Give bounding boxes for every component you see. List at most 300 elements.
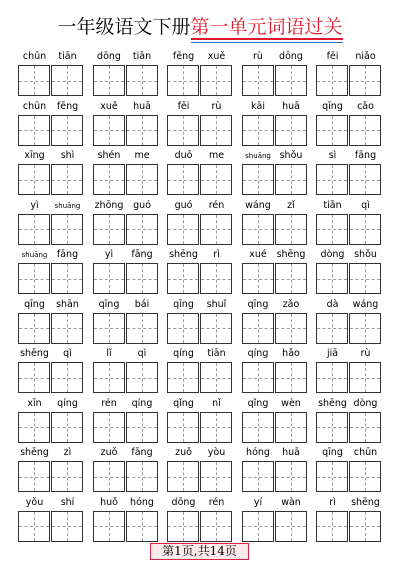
pinyin-label: fāng bbox=[131, 447, 153, 458]
box-guide-horizontal bbox=[317, 477, 347, 478]
word-row bbox=[18, 49, 382, 96]
box-guide-horizontal bbox=[243, 81, 273, 82]
box-guide-horizontal bbox=[52, 328, 82, 329]
pinyin-label: chūn bbox=[353, 447, 378, 458]
box-guide-horizontal bbox=[94, 427, 124, 428]
word-cell bbox=[316, 49, 382, 96]
tianzige-writing-box[interactable] bbox=[51, 164, 83, 195]
word-cell bbox=[18, 247, 84, 294]
tianzige-writing-box[interactable] bbox=[275, 263, 307, 294]
pinyin-label: shēng bbox=[318, 397, 347, 409]
tianzige-writing-box[interactable] bbox=[316, 511, 348, 542]
box-guide-horizontal bbox=[94, 180, 124, 181]
pinyin-label: qì bbox=[137, 348, 147, 359]
box-guide-horizontal bbox=[276, 279, 306, 280]
tianzige-writing-box[interactable] bbox=[51, 263, 83, 294]
pinyin-label: lǐ bbox=[106, 348, 112, 359]
word-cell bbox=[18, 148, 84, 195]
box-guide-horizontal bbox=[201, 378, 231, 379]
box-guide-horizontal bbox=[19, 180, 49, 181]
word-cell bbox=[18, 396, 84, 443]
tianzige-writing-box[interactable] bbox=[349, 65, 381, 96]
tianzige-writing-box[interactable] bbox=[316, 362, 348, 393]
word-cell bbox=[167, 297, 233, 344]
tianzige-writing-box[interactable] bbox=[349, 412, 381, 443]
tianzige-writing-box[interactable] bbox=[242, 412, 274, 443]
pinyin-label: xīng bbox=[24, 150, 45, 161]
word-cell bbox=[242, 148, 308, 195]
tianzige-writing-box[interactable] bbox=[242, 362, 274, 393]
box-guide-horizontal bbox=[243, 477, 273, 478]
tianzige-writing-box[interactable] bbox=[200, 313, 232, 344]
pinyin-label: dòng bbox=[320, 249, 345, 260]
pinyin-label: shǒu bbox=[279, 150, 303, 161]
pinyin-label: tiān bbox=[132, 51, 152, 62]
box-guide-horizontal bbox=[52, 378, 82, 379]
tianzige-writing-box[interactable] bbox=[275, 115, 307, 146]
tianzige-writing-box[interactable] bbox=[200, 65, 232, 96]
tianzige-writing-box[interactable] bbox=[167, 511, 199, 542]
box-guide-horizontal bbox=[19, 477, 49, 478]
tianzige-writing-box[interactable] bbox=[93, 263, 125, 294]
tianzige-writing-box[interactable] bbox=[18, 412, 50, 443]
pinyin-label: yì bbox=[30, 199, 39, 211]
box-guide-horizontal bbox=[350, 328, 380, 329]
word-cell bbox=[18, 495, 84, 542]
title-black-part: 一年级语文下册 bbox=[57, 16, 191, 38]
pinyin-label: qíng bbox=[247, 348, 269, 359]
tianzige-writing-box[interactable] bbox=[242, 313, 274, 344]
pinyin-label: dà bbox=[326, 298, 339, 310]
tianzige-writing-box[interactable] bbox=[200, 412, 232, 443]
box-guide-horizontal bbox=[19, 279, 49, 280]
box-guide-horizontal bbox=[201, 180, 231, 181]
tianzige-writing-box[interactable] bbox=[167, 65, 199, 96]
box-guide-horizontal bbox=[94, 279, 124, 280]
pinyin-label: zì bbox=[63, 447, 72, 458]
word-cell bbox=[316, 445, 382, 492]
pinyin-label: qīng bbox=[322, 447, 343, 458]
word-cell bbox=[93, 396, 159, 443]
pinyin-label: rì bbox=[213, 249, 220, 260]
tianzige-writing-box[interactable] bbox=[51, 313, 83, 344]
word-cell bbox=[242, 445, 308, 492]
box-guide-horizontal bbox=[201, 130, 231, 131]
box-guide-horizontal bbox=[317, 427, 347, 428]
tianzige-writing-box[interactable] bbox=[316, 214, 348, 245]
box-guide-horizontal bbox=[201, 526, 231, 527]
box-guide-horizontal bbox=[276, 477, 306, 478]
tianzige-writing-box[interactable] bbox=[126, 461, 158, 492]
box-guide-horizontal bbox=[350, 229, 380, 230]
tianzige-writing-box[interactable] bbox=[167, 164, 199, 195]
word-cell bbox=[93, 49, 159, 96]
pinyin-label: rù bbox=[360, 348, 371, 359]
tianzige-writing-box[interactable] bbox=[126, 511, 158, 542]
pinyin-label: hóng bbox=[130, 496, 154, 508]
word-cell bbox=[167, 198, 233, 245]
title-red-text: 第一单元词语过关 bbox=[190, 16, 343, 38]
pinyin-label: bái bbox=[134, 298, 150, 310]
pinyin-label: rì bbox=[329, 496, 336, 508]
tianzige-writing-box[interactable] bbox=[18, 362, 50, 393]
box-guide-horizontal bbox=[168, 229, 198, 230]
pinyin-label: fēng bbox=[56, 100, 79, 112]
pinyin-label: guó bbox=[174, 199, 193, 211]
pinyin-label: qǐng bbox=[247, 397, 269, 409]
word-cell bbox=[242, 495, 308, 542]
box-guide-horizontal bbox=[276, 180, 306, 181]
pinyin-label: yí bbox=[253, 496, 263, 508]
box-guide-horizontal bbox=[276, 81, 306, 82]
box-guide-horizontal bbox=[168, 279, 198, 280]
box-guide-horizontal bbox=[243, 328, 273, 329]
box-guide-horizontal bbox=[52, 180, 82, 181]
word-cell bbox=[93, 445, 159, 492]
tianzige-writing-box[interactable] bbox=[51, 511, 83, 542]
pinyin-label: qīng bbox=[322, 100, 343, 112]
tianzige-writing-box[interactable] bbox=[126, 164, 158, 195]
page-number-footer: 第1页,共14页 bbox=[150, 543, 249, 560]
tianzige-writing-box[interactable] bbox=[126, 362, 158, 393]
tianzige-writing-box[interactable] bbox=[126, 115, 158, 146]
box-guide-horizontal bbox=[127, 427, 157, 428]
box-guide-horizontal bbox=[317, 526, 347, 527]
title-red-part bbox=[191, 16, 343, 38]
pinyin-label: me bbox=[134, 150, 150, 161]
tianzige-writing-box[interactable] bbox=[18, 511, 50, 542]
tianzige-writing-box[interactable] bbox=[93, 412, 125, 443]
box-guide-horizontal bbox=[168, 427, 198, 428]
tianzige-writing-box[interactable] bbox=[349, 115, 381, 146]
word-cell bbox=[18, 99, 84, 146]
pinyin-label: xué bbox=[249, 249, 267, 260]
tianzige-writing-box[interactable] bbox=[126, 65, 158, 96]
box-guide-horizontal bbox=[276, 130, 306, 131]
box-guide-horizontal bbox=[127, 81, 157, 82]
box-guide-horizontal bbox=[168, 81, 198, 82]
pinyin-label: shì bbox=[60, 150, 75, 161]
box-guide-horizontal bbox=[19, 378, 49, 379]
tianzige-writing-box[interactable] bbox=[349, 313, 381, 344]
tianzige-writing-box[interactable] bbox=[242, 511, 274, 542]
tianzige-writing-box[interactable] bbox=[349, 461, 381, 492]
tianzige-writing-box[interactable] bbox=[51, 214, 83, 245]
pinyin-label: zuǒ bbox=[100, 447, 118, 458]
box-guide-horizontal bbox=[317, 130, 347, 131]
tianzige-writing-box[interactable] bbox=[275, 65, 307, 96]
box-guide-horizontal bbox=[127, 526, 157, 527]
word-cell bbox=[93, 99, 159, 146]
tianzige-writing-box[interactable] bbox=[18, 214, 50, 245]
pinyin-label: qíng bbox=[173, 348, 194, 359]
pinyin-label: shǒu bbox=[354, 249, 377, 260]
pinyin-label: rù bbox=[211, 100, 222, 112]
pinyin-label: cǎo bbox=[357, 100, 374, 112]
tianzige-writing-box[interactable] bbox=[51, 65, 83, 96]
tianzige-writing-box[interactable] bbox=[200, 115, 232, 146]
word-cell bbox=[316, 396, 382, 443]
tianzige-writing-box[interactable] bbox=[316, 115, 348, 146]
tianzige-writing-box[interactable] bbox=[18, 164, 50, 195]
pinyin-label: wèn bbox=[281, 397, 301, 409]
tianzige-writing-box[interactable] bbox=[51, 461, 83, 492]
tianzige-writing-box[interactable] bbox=[167, 214, 199, 245]
pinyin-label: shēng bbox=[20, 348, 49, 359]
pinyin-label: kāi bbox=[251, 100, 265, 112]
tianzige-writing-box[interactable] bbox=[18, 65, 50, 96]
pinyin-label: qíng bbox=[131, 397, 153, 409]
word-cell bbox=[316, 148, 382, 195]
box-guide-horizontal bbox=[168, 130, 198, 131]
page-title bbox=[0, 14, 400, 40]
tianzige-writing-box[interactable] bbox=[200, 362, 232, 393]
tianzige-writing-box[interactable] bbox=[167, 461, 199, 492]
box-guide-horizontal bbox=[94, 378, 124, 379]
word-cell bbox=[316, 297, 382, 344]
box-guide-horizontal bbox=[350, 427, 380, 428]
pinyin-label: qīng bbox=[24, 298, 45, 310]
tianzige-writing-box[interactable] bbox=[126, 263, 158, 294]
tianzige-writing-box[interactable] bbox=[242, 214, 274, 245]
box-guide-horizontal bbox=[201, 477, 231, 478]
tianzige-writing-box[interactable] bbox=[18, 263, 50, 294]
tianzige-writing-box[interactable] bbox=[167, 263, 199, 294]
box-guide-horizontal bbox=[127, 130, 157, 131]
tianzige-writing-box[interactable] bbox=[93, 511, 125, 542]
tianzige-writing-box[interactable] bbox=[349, 511, 381, 542]
word-cell bbox=[167, 396, 233, 443]
box-guide-horizontal bbox=[94, 229, 124, 230]
word-cell bbox=[93, 346, 159, 393]
box-guide-horizontal bbox=[201, 229, 231, 230]
tianzige-writing-box[interactable] bbox=[200, 511, 232, 542]
pinyin-label: qì bbox=[361, 199, 370, 211]
tianzige-writing-box[interactable] bbox=[242, 461, 274, 492]
box-guide-horizontal bbox=[127, 279, 157, 280]
pinyin-label: rén bbox=[208, 199, 225, 211]
box-guide-horizontal bbox=[168, 378, 198, 379]
word-cell bbox=[93, 247, 159, 294]
box-guide-horizontal bbox=[243, 180, 273, 181]
pinyin-label: rén bbox=[208, 496, 225, 508]
word-cell bbox=[167, 495, 233, 542]
box-guide-horizontal bbox=[317, 328, 347, 329]
box-guide-horizontal bbox=[19, 229, 49, 230]
tianzige-writing-box[interactable] bbox=[200, 214, 232, 245]
box-guide-horizontal bbox=[127, 180, 157, 181]
pinyin-label: fēi bbox=[177, 100, 190, 112]
word-row bbox=[18, 198, 382, 245]
pinyin-label: qīng bbox=[173, 298, 194, 310]
tianzige-writing-box[interactable] bbox=[126, 313, 158, 344]
box-guide-horizontal bbox=[317, 378, 347, 379]
box-guide-horizontal bbox=[350, 279, 380, 280]
box-guide-horizontal bbox=[52, 526, 82, 527]
tianzige-writing-box[interactable] bbox=[316, 263, 348, 294]
box-guide-horizontal bbox=[19, 130, 49, 131]
word-row bbox=[18, 346, 382, 393]
pinyin-label: qīng bbox=[98, 298, 120, 310]
tianzige-writing-box[interactable] bbox=[316, 164, 348, 195]
pinyin-label: shí bbox=[60, 496, 75, 508]
box-guide-horizontal bbox=[52, 279, 82, 280]
tianzige-writing-box[interactable] bbox=[93, 164, 125, 195]
pinyin-label: me bbox=[208, 150, 225, 161]
tianzige-writing-box[interactable] bbox=[93, 313, 125, 344]
tianzige-writing-box[interactable] bbox=[275, 461, 307, 492]
pinyin-label: hǎo bbox=[282, 348, 300, 359]
word-cell bbox=[316, 99, 382, 146]
tianzige-writing-box[interactable] bbox=[316, 412, 348, 443]
box-guide-horizontal bbox=[19, 328, 49, 329]
box-guide-horizontal bbox=[350, 378, 380, 379]
box-guide-horizontal bbox=[201, 328, 231, 329]
pinyin-label: yì bbox=[104, 249, 114, 260]
box-guide-horizontal bbox=[201, 279, 231, 280]
word-cell bbox=[242, 297, 308, 344]
tianzige-writing-box[interactable] bbox=[316, 461, 348, 492]
box-guide-horizontal bbox=[317, 279, 347, 280]
box-guide-horizontal bbox=[201, 427, 231, 428]
pinyin-label: dōng bbox=[171, 496, 196, 508]
tianzige-writing-box[interactable] bbox=[167, 412, 199, 443]
tianzige-writing-box[interactable] bbox=[242, 164, 274, 195]
word-cell bbox=[167, 346, 233, 393]
pinyin-label: shuāng bbox=[245, 152, 271, 160]
tianzige-writing-box[interactable] bbox=[275, 214, 307, 245]
word-cell bbox=[167, 247, 233, 294]
tianzige-writing-box[interactable] bbox=[200, 164, 232, 195]
pinyin-label: zhōng bbox=[94, 199, 124, 211]
word-row bbox=[18, 247, 382, 294]
box-guide-horizontal bbox=[243, 378, 273, 379]
tianzige-writing-box[interactable] bbox=[93, 115, 125, 146]
box-guide-horizontal bbox=[94, 81, 124, 82]
word-cell bbox=[167, 49, 233, 96]
word-cell bbox=[316, 495, 382, 542]
tianzige-writing-box[interactable] bbox=[18, 461, 50, 492]
word-cell bbox=[242, 396, 308, 443]
tianzige-writing-box[interactable] bbox=[242, 263, 274, 294]
tianzige-writing-box[interactable] bbox=[93, 362, 125, 393]
pinyin-label: yòu bbox=[207, 447, 226, 458]
tianzige-writing-box[interactable] bbox=[275, 164, 307, 195]
tianzige-writing-box[interactable] bbox=[126, 412, 158, 443]
pinyin-label: shuāng bbox=[54, 201, 81, 210]
pinyin-label: shén bbox=[97, 150, 121, 161]
word-row bbox=[18, 396, 382, 443]
tianzige-writing-box[interactable] bbox=[51, 362, 83, 393]
word-cell bbox=[242, 49, 308, 96]
tianzige-writing-box[interactable] bbox=[18, 115, 50, 146]
box-guide-horizontal bbox=[168, 328, 198, 329]
tianzige-writing-box[interactable] bbox=[200, 263, 232, 294]
word-cell bbox=[93, 148, 159, 195]
tianzige-writing-box[interactable] bbox=[316, 313, 348, 344]
box-guide-horizontal bbox=[52, 130, 82, 131]
pinyin-label: niǎo bbox=[355, 51, 376, 62]
word-cell bbox=[242, 198, 308, 245]
box-guide-horizontal bbox=[168, 180, 198, 181]
tianzige-writing-box[interactable] bbox=[93, 461, 125, 492]
tianzige-writing-box[interactable] bbox=[200, 461, 232, 492]
pinyin-label: dōng bbox=[279, 51, 303, 62]
tianzige-writing-box[interactable] bbox=[167, 115, 199, 146]
word-cell bbox=[167, 99, 233, 146]
tianzige-writing-box[interactable] bbox=[93, 214, 125, 245]
word-cell bbox=[18, 445, 84, 492]
tianzige-writing-box[interactable] bbox=[51, 115, 83, 146]
pinyin-label: qì bbox=[63, 348, 72, 359]
box-guide-horizontal bbox=[243, 229, 273, 230]
box-guide-horizontal bbox=[317, 180, 347, 181]
box-guide-horizontal bbox=[350, 477, 380, 478]
tianzige-writing-box[interactable] bbox=[275, 362, 307, 393]
box-guide-horizontal bbox=[243, 130, 273, 131]
tianzige-writing-box[interactable] bbox=[349, 362, 381, 393]
word-cell bbox=[18, 346, 84, 393]
tianzige-writing-box[interactable] bbox=[349, 214, 381, 245]
tianzige-writing-box[interactable] bbox=[349, 263, 381, 294]
box-guide-horizontal bbox=[127, 328, 157, 329]
box-guide-horizontal bbox=[350, 180, 380, 181]
pinyin-label: qǐng bbox=[173, 397, 194, 409]
word-row bbox=[18, 445, 382, 492]
tianzige-writing-box[interactable] bbox=[275, 412, 307, 443]
tianzige-writing-box[interactable] bbox=[167, 362, 199, 393]
box-guide-horizontal bbox=[276, 427, 306, 428]
pinyin-label: zǎo bbox=[282, 298, 300, 310]
pinyin-label: xīn bbox=[27, 397, 42, 409]
pinyin-label: huā bbox=[133, 100, 151, 112]
tianzige-writing-box[interactable] bbox=[126, 214, 158, 245]
pinyin-label: zǐ bbox=[287, 199, 295, 211]
pinyin-label: wàn bbox=[281, 496, 301, 508]
word-row bbox=[18, 297, 382, 344]
pinyin-label: dōng bbox=[97, 51, 121, 62]
box-guide-horizontal bbox=[243, 526, 273, 527]
title-underline-red bbox=[191, 38, 343, 40]
box-guide-horizontal bbox=[350, 81, 380, 82]
word-cell bbox=[18, 297, 84, 344]
pinyin-label: jiā bbox=[326, 348, 339, 359]
pinyin-label: zuǒ bbox=[175, 447, 192, 458]
tianzige-writing-box[interactable] bbox=[316, 65, 348, 96]
tianzige-writing-box[interactable] bbox=[242, 65, 274, 96]
tianzige-writing-box[interactable] bbox=[18, 313, 50, 344]
pinyin-label: xuě bbox=[207, 51, 226, 62]
tianzige-writing-box[interactable] bbox=[242, 115, 274, 146]
word-cell bbox=[167, 148, 233, 195]
box-guide-horizontal bbox=[317, 81, 347, 82]
pinyin-label: huā bbox=[282, 447, 300, 458]
tianzige-writing-box[interactable] bbox=[93, 65, 125, 96]
tianzige-writing-box[interactable] bbox=[275, 313, 307, 344]
box-guide-horizontal bbox=[276, 526, 306, 527]
box-guide-horizontal bbox=[19, 526, 49, 527]
box-guide-horizontal bbox=[52, 229, 82, 230]
pinyin-label: shēng bbox=[351, 496, 380, 508]
tianzige-writing-box[interactable] bbox=[275, 511, 307, 542]
word-cell bbox=[93, 198, 159, 245]
tianzige-writing-box[interactable] bbox=[349, 164, 381, 195]
box-guide-horizontal bbox=[243, 427, 273, 428]
pinyin-label: wáng bbox=[352, 298, 379, 310]
pinyin-label: fēi bbox=[326, 51, 339, 62]
tianzige-writing-box[interactable] bbox=[51, 412, 83, 443]
tianzige-writing-box[interactable] bbox=[167, 313, 199, 344]
